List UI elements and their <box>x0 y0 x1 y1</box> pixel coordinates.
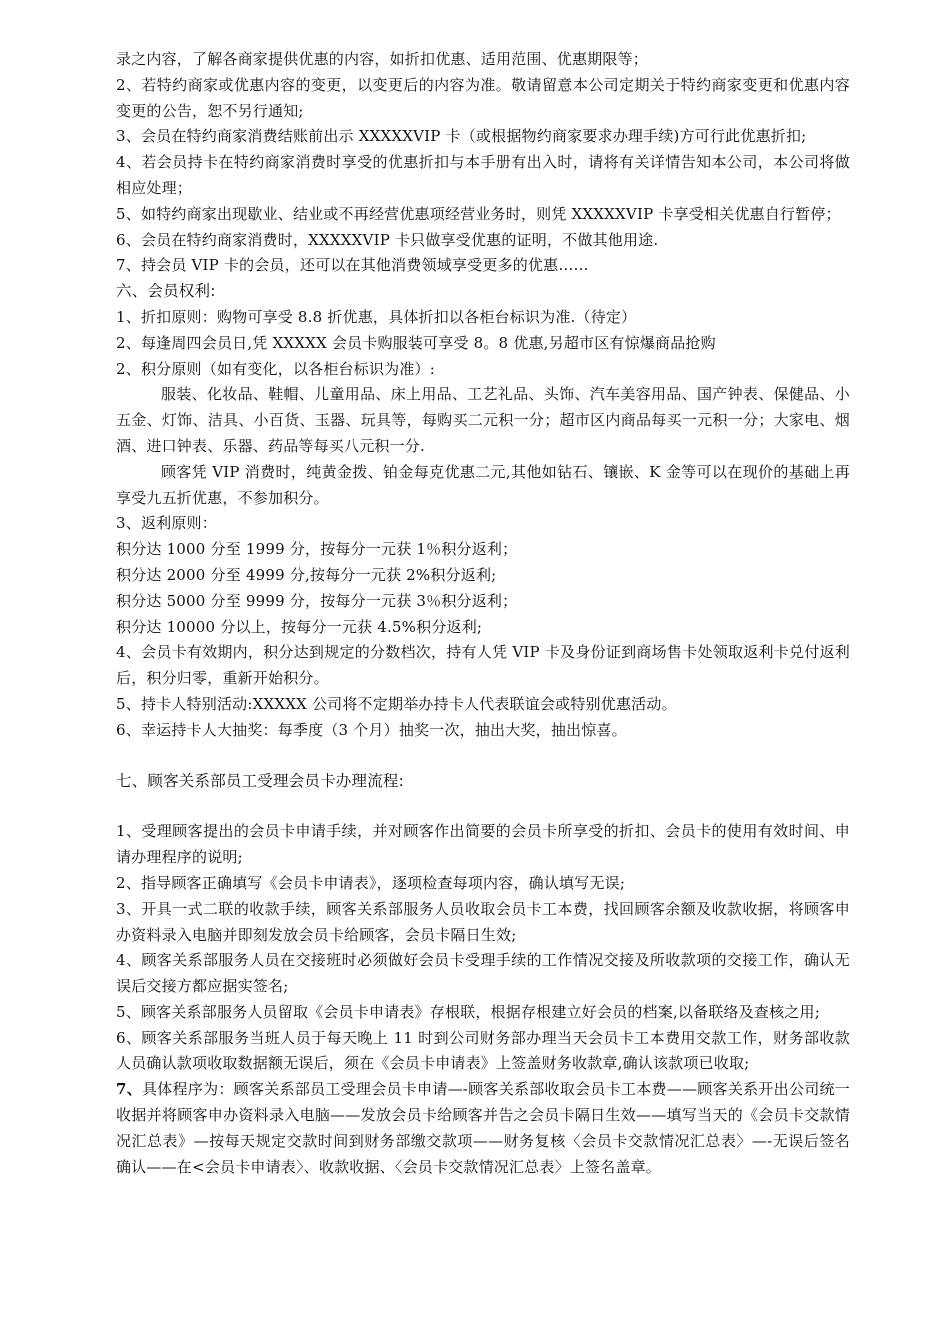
process-step-6: 6、顾客关系部服务当班人员于每天晚上 11 时到公司财务部办理当天会员卡工本费用交款工作，财务部收款人员确认款项收取数据额无误后，须在《会员卡申请表》上签盖财务收款章,确认该款项已收取; <box>116 1028 850 1073</box>
rights-card-validity: 4、会员卡有效期内，积分达到规定的分数档次，持有人凭 VIP 卡及身份证到商场售卡处领取返利卡兑付返利后，积分归零，重新开始积分。 <box>116 643 850 688</box>
merchant-rule-7: 7、持会员 VIP 卡的会员，还可以在其他消费领域享受更多的优惠…… <box>116 256 589 275</box>
rights-member-day: 2、每逢周四会员日,凭 XXXXX 会员卡购服装可享受 8。8 优惠,另超市区有惊爆商品抢购 <box>116 333 716 352</box>
process-step-2: 2、指导顾客正确填写《会员卡申请表》，逐项检查每项内容，确认填写无误; <box>116 873 626 892</box>
process-step-4: 4、顾客关系部服务人员在交接班时必须做好会员卡受理手续的工作情况交接及所收款项的交接工作，确认无误后交接方都应据实签名; <box>116 951 850 996</box>
rebate-tier-3: 积分达 5000 分至 9999 分，按每分一元获 3％积分返利； <box>116 591 518 610</box>
rights-points-gold: 顾客凭 VIP 消费时，纯黄金拨、铂金每克优惠二元,其他如钻石、镶嵌、K 金等可以在现价的基础上再享受九五折优惠，不参加积分。 <box>116 462 850 507</box>
process-step-1: 1、受理顾客提出的会员卡申请手续，并对顾客作出简要的会员卡所享受的折扣、会员卡的使用有效时间、申请办理程序的说明; <box>116 822 850 867</box>
process-step-7 <box>116 1077 850 1180</box>
rights-special-events: 5、持卡人特别活动:XXXXX 公司将不定期举办持卡人代表联谊会或特别优惠活动。 <box>116 694 677 713</box>
process-step-5: 5、顾客关系部服务人员留取《会员卡申请表》存根联，根据存根建立好会员的档案,以备联络及查核之用; <box>116 1002 820 1021</box>
rebate-tier-1: 积分达 1000 分至 1999 分，按每分一元获 1％积分返利； <box>116 540 518 559</box>
rebate-tier-4: 积分达 10000 分以上，按每分一元获 4.5%积分返利; <box>116 617 483 636</box>
merchant-rule-5: 5、如特约商家出现歇业、结业或不再经营优惠项经营业务时，则凭 XXXXXVIP 卡享受相关优惠自行暂停； <box>116 204 841 223</box>
rights-points-principle: 2、积分原则（如有变化，以各柜台标识为准）: <box>116 359 435 378</box>
merchant-rule-2: 2、若特约商家或优惠内容的变更，以变更后的内容为准。敬请留意本公司定期关于特约商家变更和优惠内容变更的公告，恕不另行通知; <box>116 75 850 120</box>
merchant-rule-6: 6、会员在特约商家消费时，XXXXXVIP 卡只做享受优惠的证明，不做其他用途. <box>116 230 659 249</box>
rights-lucky-draw: 6、幸运持卡人大抽奖：每季度（3 个月）抽奖一次，抽出大奖，抽出惊喜。 <box>116 720 627 739</box>
process-step-3: 3、开具一式二联的收款手续，顾客关系部服务人员收取会员卡工本费，找回顾客余额及收款收据，将顾客申办资料录入电脑并即刻发放会员卡给顾客，会员卡隔日生效; <box>116 899 850 944</box>
section-heading-member-rights: 六、会员权利: <box>116 282 216 301</box>
rights-rebate-principle: 3、返利原则： <box>116 514 217 533</box>
rights-points-categories: 服装、化妆品、鞋帽、儿童用品、床上用品、工艺礼品、头饰、汽车美容用品、国产钟表、保健品、小五金、灯饰、洁具、小百货、玉器、玩具等，每购买二元积一分；超市区内商品每买一元积一分；大家电、烟酒、进口钟表、乐器、药品等每买八元积一分. <box>116 385 850 455</box>
rebate-tier-2: 积分达 2000 分至 4999 分,按每分一元获 2%积分返利; <box>116 565 497 584</box>
process-step-7-number: 7、 <box>116 1080 142 1099</box>
merchant-rule-4: 4、若会员持卡在特约商家消费时享受的优惠折扣与本手册有出入时，请将有关详情告知本公司，本公司将做相应处理； <box>116 153 850 197</box>
rights-discount: 1、折扣原则：购物可享受 8.8 折优惠，具体折扣以各柜台标识为准.（待定） <box>116 307 637 326</box>
merchant-rule-3: 3、会员在特约商家消费结账前出示 XXXXXVIP 卡（或根据物约商家要求办理手续)方可行此优惠折扣; <box>116 127 807 146</box>
section-heading-process: 七、顾客关系部员工受理会员卡办理流程: <box>116 771 405 790</box>
paragraph-intro: 录之内容，了解各商家提供优惠的内容，如折扣优惠、适用范围、优惠期限等； <box>116 50 649 68</box>
process-step-7-text: 具体程序为：顾客关系部员工受理会员卡申请—-顾客关系部收取会员卡工本费——顾客关系开出公司统一收据并将顾客申办资料录入电脑——发放会员卡给顾客并告之会员卡隔日生效——填写当天的《会员卡交款情况汇总表》—按每天规定交款时间到财务部缴交款项——财务复核〈会员卡交款情况汇总表〉—-无误后签名确认——在<会员卡申请表〉、收款收据、〈会员卡交款情况汇总表〉上签名盖章。 <box>116 1080 850 1176</box>
